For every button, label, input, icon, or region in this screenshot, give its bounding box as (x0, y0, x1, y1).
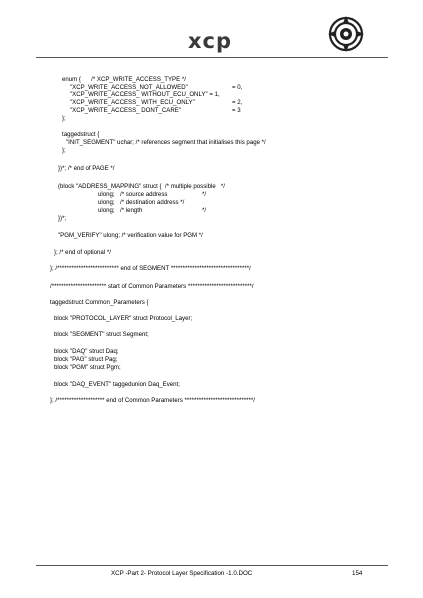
code-line: */ (202, 191, 207, 198)
code-line: /* length (120, 207, 143, 214)
code-line: enum { /* XCP_WRITE_ACCESS_TYPE */ (62, 76, 186, 83)
code-line: block "PROTOCOL_LAYER" struct Protocol_Layer; (54, 315, 193, 322)
code-line: taggedstruct Common_Parameters { (50, 299, 149, 306)
footer-rule (36, 565, 388, 566)
code-line: = 3 (232, 107, 241, 114)
code-line: /* source address (120, 191, 168, 198)
code-line: block "DAQ_EVENT" taggedunion Daq_Event; (54, 381, 180, 388)
xcp-logo: xcp (188, 29, 233, 53)
code-line: "PGM_VERIFY" ulong; /* verification value for PGM */ (58, 232, 203, 239)
code-line: ulong; (98, 199, 115, 206)
code-line: "XCP_WRITE_ACCESS_ WITHOUT_ECU_ONLY" = 1, (70, 91, 220, 98)
code-line: block "DAQ" struct Daq; (54, 348, 119, 355)
code-line: taggedstruct { (62, 131, 100, 138)
header-rule (36, 57, 388, 58)
code-line: "XCP_WRITE_ACCESS_ DONT_CARE" (70, 107, 181, 114)
code-line: }; (62, 147, 66, 154)
code-line: block "PAG" struct Pag; (54, 356, 118, 363)
code-line: = 2, (232, 99, 243, 106)
page-number: 154 (352, 570, 363, 577)
code-line: "XCP_WRITE_ACCESS_ WITH_ECU_ONLY" (70, 99, 195, 106)
code-line: }; /* end of optional */ (54, 249, 111, 256)
document-title: XCP -Part 2- Protocol Layer Specification -1.0.DOC (111, 570, 253, 577)
code-line: block "SEGMENT" struct Segment; (54, 331, 149, 338)
code-line: block "PGM" struct Pgm; (54, 364, 121, 371)
code-line: ulong; (98, 191, 115, 198)
code-line: /*********************** start of Common Parameters ***************************/ (50, 283, 254, 290)
code-line: })*; (58, 215, 67, 222)
code-line: }; (62, 115, 66, 122)
code-line: ulong; (98, 207, 115, 214)
code-line: (block "ADDRESS_MAPPING" struct { /* multiple possible */ (58, 183, 225, 190)
code-line: = 0, (232, 84, 243, 91)
code-line: */ (202, 207, 207, 214)
code-line: "XCP_WRITE_ACCESS_NOT_ALLOWED" (70, 84, 188, 91)
code-line: }; /************************** end of SEGMENT *********************************/ (50, 265, 251, 272)
crosshair-emblem-icon (328, 16, 364, 52)
code-line: })*; /* end of PAGE */ (58, 165, 115, 172)
code-line: /* destination address */ (120, 199, 185, 206)
code-line: "INIT_SEGMENT" uchar; /* references segment that initialises this page */ (66, 139, 266, 146)
code-line: }; /******************** end of Common Parameters *****************************/ (50, 397, 255, 404)
